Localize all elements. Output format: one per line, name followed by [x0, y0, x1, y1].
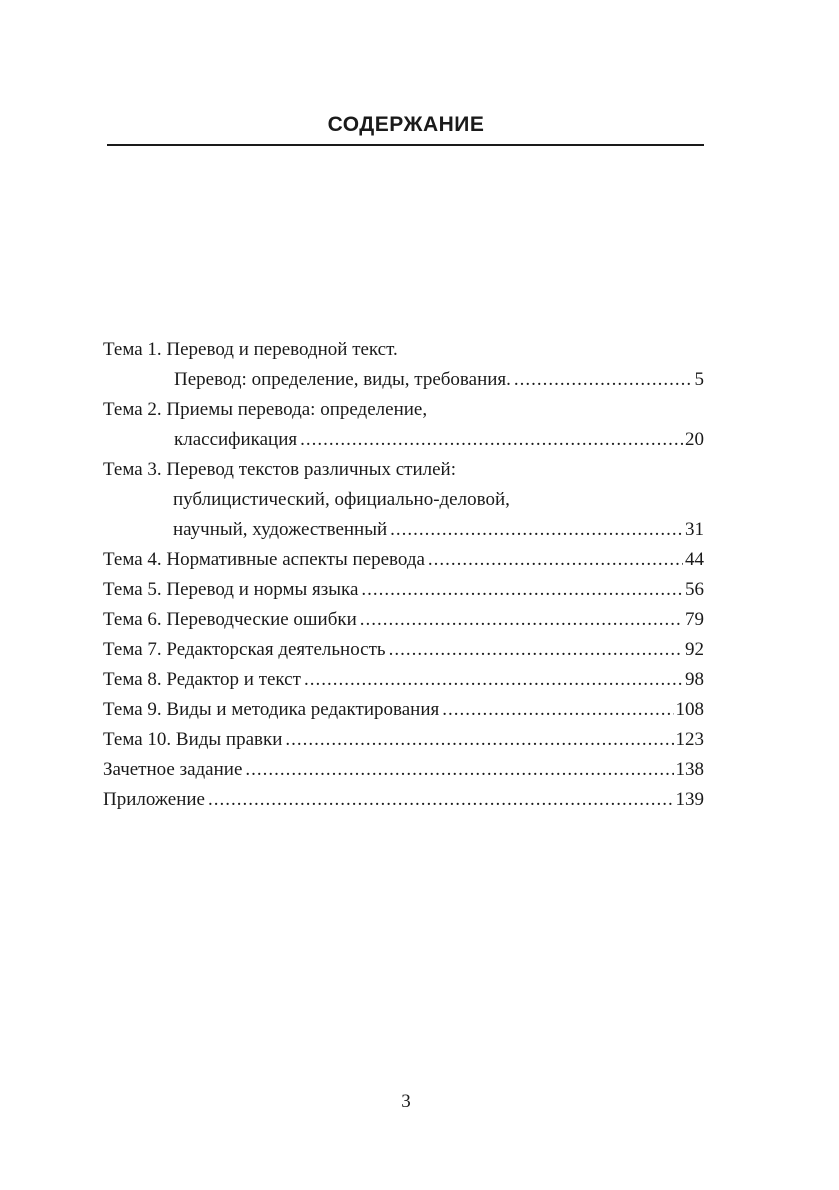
- toc-entry[interactable]: [103, 575, 704, 605]
- toc-line: [103, 605, 704, 635]
- toc-entry[interactable]: [103, 545, 704, 575]
- toc-entry[interactable]: [103, 455, 704, 545]
- toc-line: [103, 575, 704, 605]
- toc-entry-page: 31: [685, 519, 704, 540]
- toc-line: [103, 725, 704, 755]
- toc-entry-title: классификация: [174, 429, 298, 450]
- toc-entry[interactable]: [103, 395, 704, 455]
- toc-entry-page: 44: [685, 549, 704, 570]
- toc-entry-title: научный, художественный: [173, 519, 388, 540]
- toc-dot-leader: [514, 365, 693, 395]
- toc-entry-title: Тема 8. Редактор и текст: [103, 669, 301, 690]
- toc-dot-leader: [442, 695, 673, 725]
- toc-line: [103, 545, 704, 575]
- toc-dot-leader: [360, 605, 683, 635]
- toc-dot-leader: [245, 755, 673, 785]
- toc-line: [103, 755, 704, 785]
- toc-entry[interactable]: [103, 605, 704, 635]
- toc-entry-title: Тема 2. Приемы перевода: определение,: [103, 399, 428, 420]
- toc-entry-page: 98: [685, 669, 704, 690]
- toc-dot-leader: [361, 575, 683, 605]
- toc-entry-title: Перевод: определение, виды, требования.: [174, 369, 511, 390]
- toc-entry-page: 5: [694, 369, 704, 390]
- toc-entry-page: 56: [685, 579, 704, 600]
- toc-entry-title: Тема 6. Переводческие ошибки: [103, 609, 357, 630]
- toc-entry-title: Тема 1. Перевод и переводной текст.: [103, 339, 398, 360]
- toc-entry-page: 138: [675, 759, 704, 780]
- toc-dot-leader: [304, 665, 683, 695]
- toc-line: [103, 365, 704, 395]
- toc-line: [103, 635, 704, 665]
- page-number: 3: [401, 1091, 411, 1112]
- toc-line: [103, 695, 704, 725]
- toc-entry-page: 139: [675, 789, 704, 810]
- toc-entry-title: Тема 4. Нормативные аспекты перевода: [103, 549, 425, 570]
- toc-line: [103, 785, 704, 815]
- toc-entry-title: Зачетное задание: [103, 759, 243, 780]
- toc-entry[interactable]: [103, 635, 704, 665]
- toc-entry[interactable]: [103, 665, 704, 695]
- toc-entry-page: 92: [685, 639, 704, 660]
- toc-line: [103, 395, 704, 425]
- toc-entry[interactable]: [103, 725, 704, 755]
- toc-line: [103, 455, 704, 485]
- toc-entry-title: Тема 3. Перевод текстов различных стилей:: [103, 459, 456, 480]
- toc-entry[interactable]: [103, 785, 704, 815]
- toc-dot-leader: [389, 635, 683, 665]
- toc-entry-title: Тема 10. Виды правки: [103, 729, 283, 750]
- toc-entry-page: 20: [685, 429, 704, 450]
- toc-line: [103, 485, 704, 515]
- toc-dot-leader: [208, 785, 674, 815]
- toc-entry[interactable]: [103, 755, 704, 785]
- toc-entry-title: Тема 5. Перевод и нормы языка: [103, 579, 359, 600]
- title-divider: [107, 144, 704, 146]
- toc-line: [103, 335, 704, 365]
- toc-entry-page: 108: [675, 699, 704, 720]
- toc-entry-page: 123: [675, 729, 704, 750]
- table-of-contents: [103, 335, 704, 815]
- toc-entry-title: Приложение: [103, 789, 205, 810]
- toc-line: [103, 425, 704, 455]
- toc-dot-leader: [300, 425, 683, 455]
- toc-dot-leader: [390, 515, 683, 545]
- toc-dot-leader: [428, 545, 683, 575]
- page-title: СОДЕРЖАНИЕ: [327, 113, 485, 136]
- toc-dot-leader: [285, 725, 673, 755]
- toc-line: [103, 665, 704, 695]
- toc-entry[interactable]: [103, 335, 704, 395]
- toc-entry-title: публицистический, официально-деловой,: [173, 489, 510, 510]
- toc-line: [103, 515, 704, 545]
- toc-entry-title: Тема 7. Редакторская деятельность: [103, 639, 386, 660]
- toc-entry-page: 79: [685, 609, 704, 630]
- toc-entry-title: Тема 9. Виды и методика редактирования: [103, 699, 440, 720]
- toc-entry[interactable]: [103, 695, 704, 725]
